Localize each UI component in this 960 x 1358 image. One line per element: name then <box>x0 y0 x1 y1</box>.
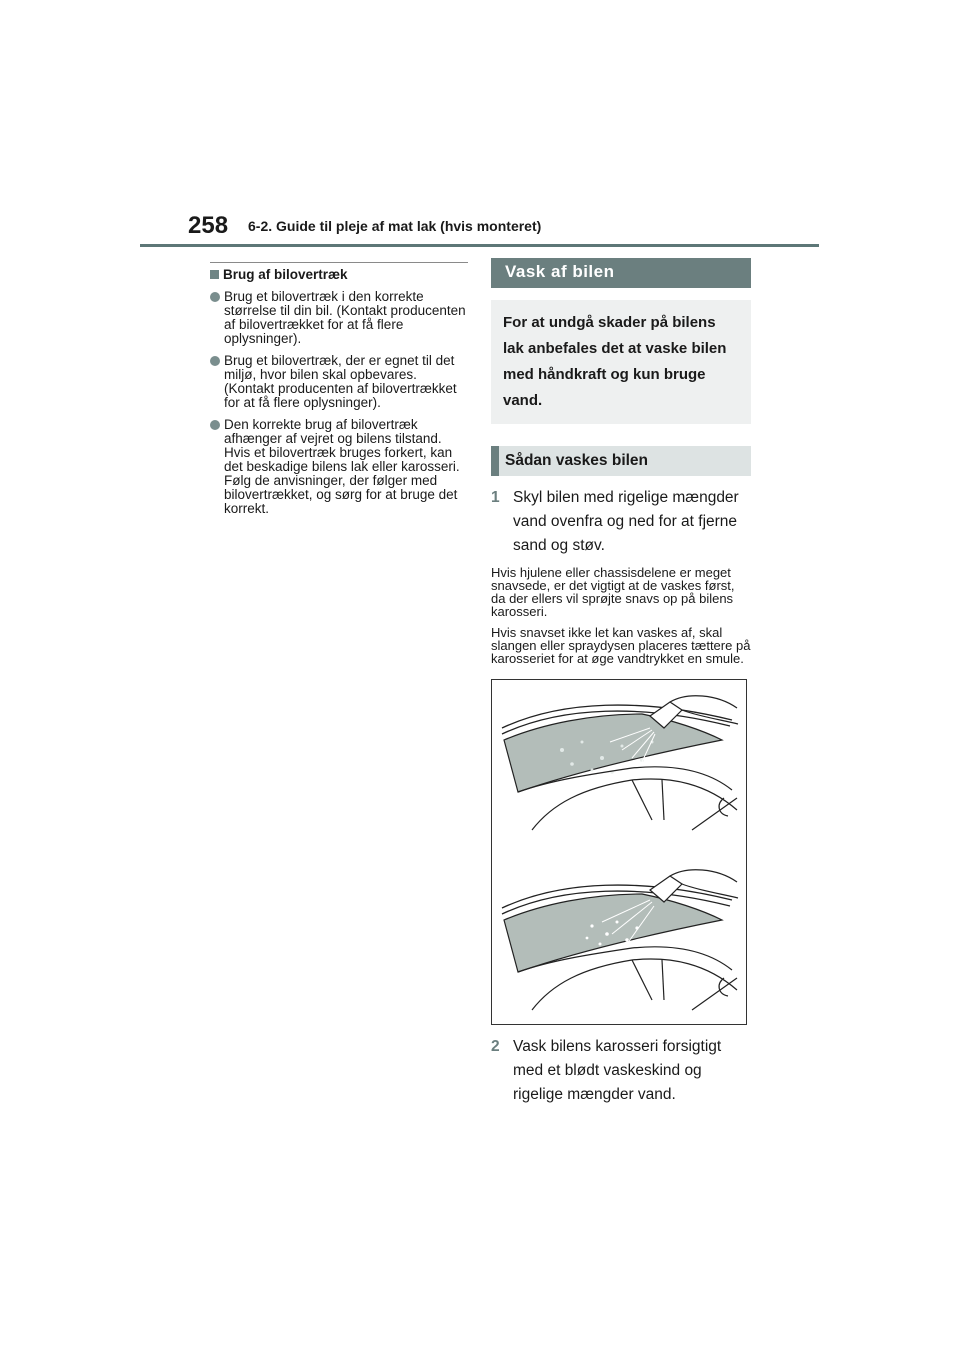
bullet-text: Brug et bilovertræk i den korrekte størrelse til din bil. (Kontakt producenten af bilovertrækket for at få flere oplysninger). <box>224 289 466 346</box>
subhead <box>210 267 468 282</box>
circle-bullet-icon <box>210 292 220 302</box>
step-text: Skyl bilen med rigelige mængder vand ovenfra og ned for at fjerne sand og støv. <box>513 489 739 554</box>
section-title: 6-2. Guide til pleje af mat lak (hvis monteret) <box>248 218 542 234</box>
intro-box: For at undgå skader på bilens lak anbefales det at vaske bilen med håndkraft og kun bruge vand. <box>491 300 751 424</box>
bullet-item <box>210 354 468 410</box>
bullet-item <box>210 418 468 516</box>
circle-bullet-icon <box>210 420 220 430</box>
note-text: Hvis hjulene eller chassisdelene er meget snavsede, er det vigtigt at de vaskes først, da der ellers vil sprøjte snavs op på bilens karosseri. <box>491 565 735 619</box>
header-rule <box>140 244 819 247</box>
square-bullet-icon <box>210 270 219 279</box>
subhead-rule <box>210 262 468 263</box>
step-item <box>491 486 751 558</box>
car-washing-illustration <box>491 679 747 1025</box>
circle-bullet-icon <box>210 356 220 366</box>
subhead-text: Brug af bilovertræk <box>223 267 348 282</box>
bullet-item <box>210 290 468 346</box>
page-number: 258 <box>188 212 229 239</box>
subsection-heading: Sådan vaskes bilen <box>491 446 751 476</box>
step-number: 2 <box>491 1038 500 1055</box>
bullet-text: Den korrekte brug af bilovertræk afhænger af vejret og bilens tilstand. Hvis et bilovertræk bruges forkert, kan det beskadige bilens lak eller karosseri. Følg de anvisninger, der følger med bilovertrækket, og sørg for at bruge det korrekt. <box>224 417 460 516</box>
left-column <box>210 262 468 524</box>
section-heading: Vask af bilen <box>491 258 751 288</box>
step-item <box>491 1035 751 1107</box>
roof-rinse-drawing <box>492 680 746 1024</box>
step-number: 1 <box>491 489 500 506</box>
right-column <box>491 258 751 1107</box>
bullet-text: Brug et bilovertræk, der er egnet til det miljø, hvor bilen skal opbevares. (Kontakt producenten af bilovertrækket for at få flere oplysninger). <box>224 353 457 410</box>
note-text: Hvis snavset ikke let kan vaskes af, skal slangen eller spraydysen placeres tættere på karosseriet for at øge vandtrykket en smule. <box>491 625 751 666</box>
step-text: Vask bilens karosseri forsigtigt med et blødt vaskeskind og rigelige mængder vand. <box>513 1038 722 1103</box>
